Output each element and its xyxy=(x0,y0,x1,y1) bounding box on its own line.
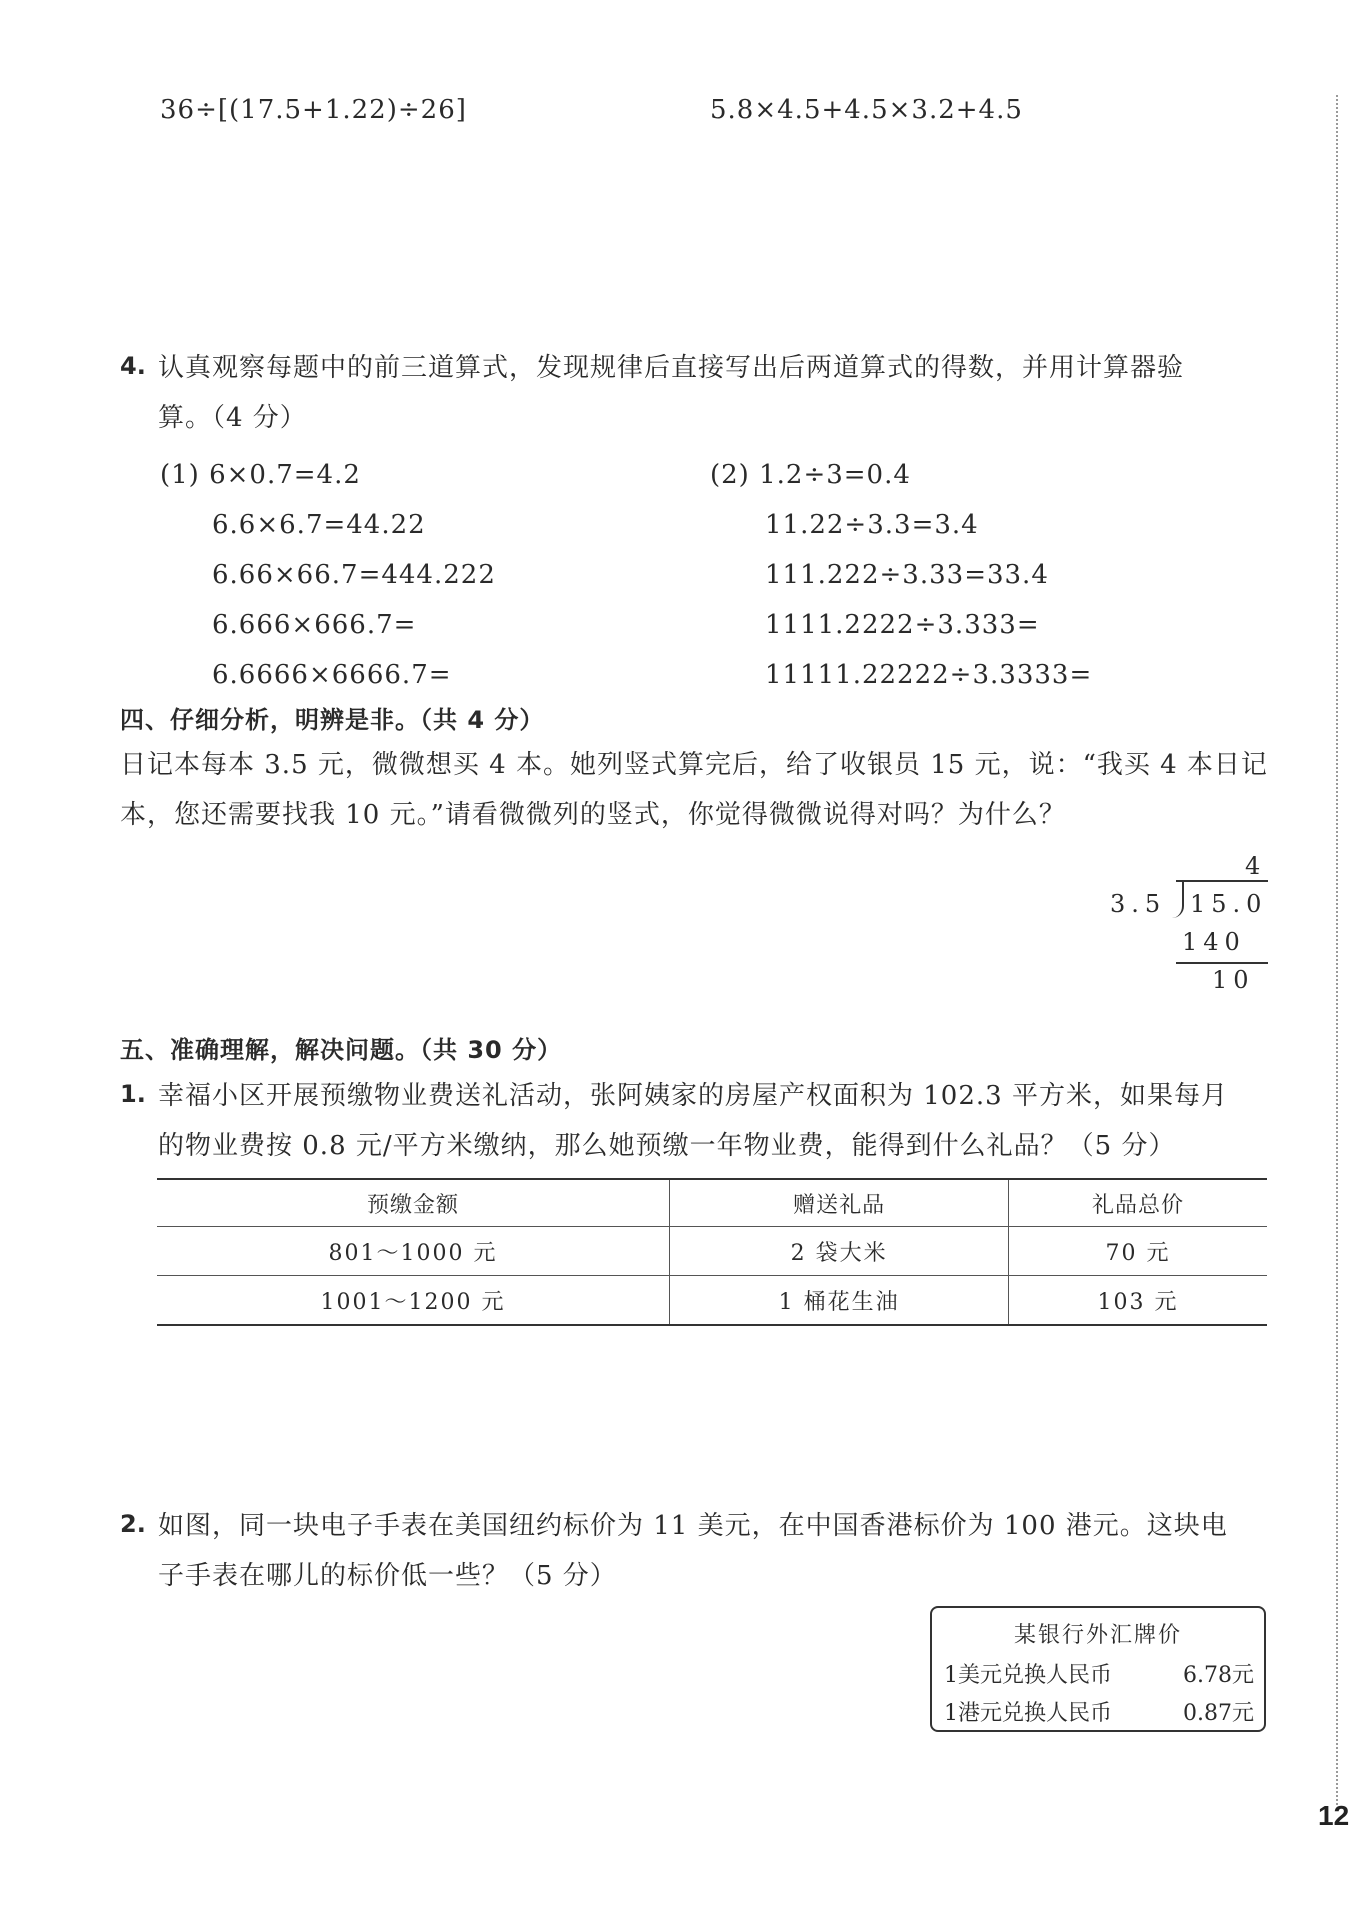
s5-q2-line-1: 如图，同一块电子手表在美国纽约标价为 11 美元，在中国香港标价为 100 港元。这块电 xyxy=(158,1511,1228,1541)
table-row xyxy=(157,1276,1267,1326)
exchange-rate-value: 6.78元 xyxy=(1183,1663,1254,1688)
q4-eq-2-5: 11111.22222÷3.3333= xyxy=(765,660,1093,690)
exchange-rate-label: 1港元兑换人民币 xyxy=(944,1701,1112,1726)
division-bracket-curve xyxy=(1172,880,1184,918)
table-cell: 70 元 xyxy=(1009,1227,1267,1276)
exchange-rate-value: 0.87元 xyxy=(1183,1701,1254,1726)
expression-left: 36÷[(17.5+1.22)÷26] xyxy=(160,95,467,125)
section-4-line-2: 本，您还需要找我 10 元。”请看微微列的竖式，你觉得微微说得对吗？为什么？ xyxy=(120,800,1066,830)
q4-eq-2-4: 1111.2222÷3.333= xyxy=(765,610,1040,640)
exchange-rate-label: 1美元兑换人民币 xyxy=(944,1663,1112,1688)
table-cell: 801～1000 元 xyxy=(157,1227,670,1276)
s5-q1-prompt xyxy=(158,1071,1228,1171)
exchange-rate-title: 某银行外汇牌价 xyxy=(1013,1623,1182,1648)
q4-eq-1-3: 6.66×66.7=444.222 xyxy=(212,560,496,590)
table-header-gift: 赠送礼品 xyxy=(670,1179,1009,1227)
q4-eq-1-5: 6.6666×6666.7= xyxy=(212,660,452,690)
table-header-price: 礼品总价 xyxy=(1009,1179,1267,1227)
q4-line-1: 认真观察每题中的前三道算式，发现规律后直接写出后两道算式的得数，并用计算器验 xyxy=(158,353,1185,383)
q4-eq-2-3: 111.222÷3.33=33.4 xyxy=(765,560,1049,590)
q4-eq-1-4: 6.666×666.7= xyxy=(212,610,417,640)
division-rule xyxy=(1176,962,1268,964)
s5-q2-prompt xyxy=(158,1501,1228,1601)
q4-eq-2-1: (2) 1.2÷3=0.4 xyxy=(710,460,911,490)
q4-eq-1-2: 6.6×6.7=44.22 xyxy=(212,510,426,540)
section-4-heading: 四、仔细分析，明辨是非。（共 4 分） xyxy=(120,706,545,734)
q4-eq-1-1: (1) 6×0.7=4.2 xyxy=(160,460,361,490)
s5-q1-number: 1. xyxy=(120,1080,146,1108)
division-remainder: 10 xyxy=(1212,966,1255,994)
s5-q2-number: 2. xyxy=(120,1510,146,1538)
q4-eq-2-2: 11.22÷3.3=3.4 xyxy=(765,510,979,540)
division-divisor: 3.5 xyxy=(1110,890,1167,918)
division-quotient: 4 xyxy=(1245,852,1267,880)
table-cell: 103 元 xyxy=(1009,1276,1267,1326)
s5-q1-line-1: 幸福小区开展预缴物业费送礼活动，张阿姨家的房屋产权面积为 102.3 平方米，如果每月 xyxy=(158,1081,1228,1111)
table-row xyxy=(157,1227,1267,1276)
section-5-heading: 五、准确理解，解决问题。（共 30 分） xyxy=(120,1036,563,1064)
s5-q2-line-2: 子手表在哪儿的标价低一些？（5 分） xyxy=(158,1561,617,1591)
gift-table xyxy=(157,1178,1267,1326)
table-cell: 1 桶花生油 xyxy=(670,1276,1009,1326)
page-number: 12 xyxy=(1318,1800,1350,1831)
s5-q1-line-2: 的物业费按 0.8 元/平方米缴纳，那么她预缴一年物业费，能得到什么礼品？（5 分） xyxy=(158,1131,1176,1161)
exchange-rate-row-hkd xyxy=(944,1696,1254,1727)
table-header-amount: 预缴金额 xyxy=(157,1179,670,1227)
q4-line-2: 算。（4 分） xyxy=(158,403,307,433)
exchange-rate-row-usd xyxy=(944,1658,1254,1689)
table-cell: 2 袋大米 xyxy=(670,1227,1009,1276)
division-product: 140 xyxy=(1182,928,1246,956)
exchange-rate-box xyxy=(930,1606,1266,1732)
q4-number: 4. xyxy=(120,352,146,380)
q4-group-1 xyxy=(160,450,496,700)
q4-group-2 xyxy=(710,450,1092,700)
table-header-row xyxy=(157,1179,1267,1227)
section-4-text xyxy=(120,740,1268,840)
q4-prompt xyxy=(158,343,1184,443)
division-dividend: 15.0 xyxy=(1190,890,1268,918)
table-cell: 1001～1200 元 xyxy=(157,1276,670,1326)
section-4-line-1: 日记本每本 3.5 元，微微想买 4 本。她列竖式算完后，给了收银员 15 元，说：“我买 4 本日记 xyxy=(120,750,1268,780)
page-edge-dotted-line xyxy=(1336,95,1338,1805)
expression-right: 5.8×4.5+4.5×3.2+4.5 xyxy=(710,95,1023,125)
